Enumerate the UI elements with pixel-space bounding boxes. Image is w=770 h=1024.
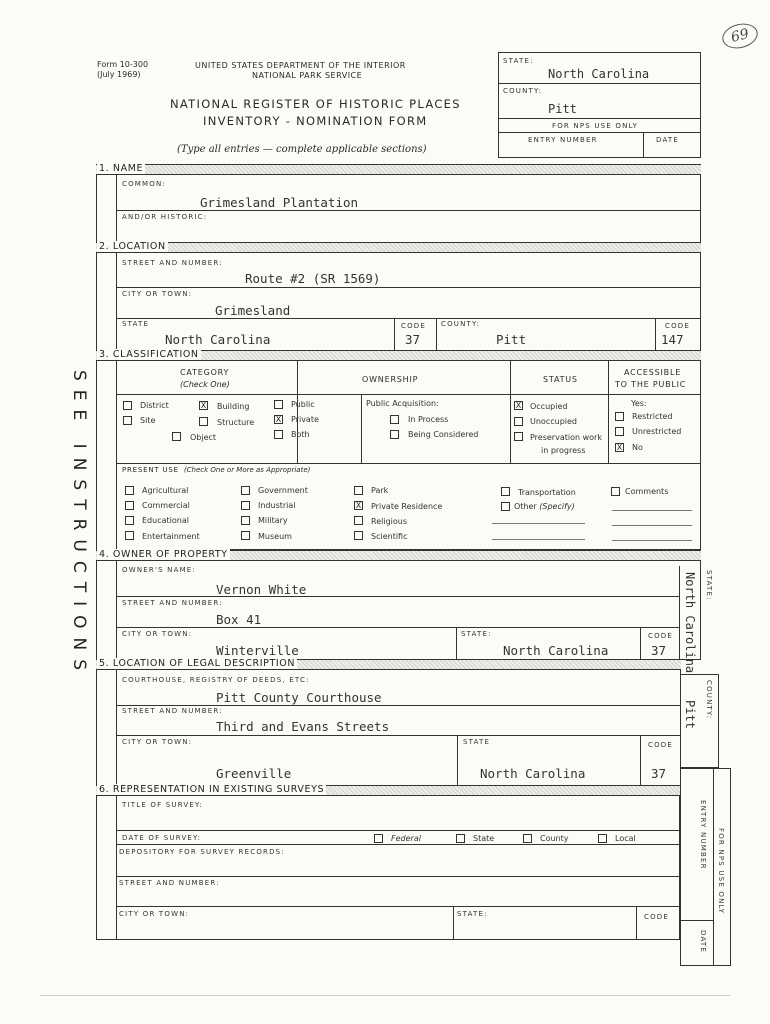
page-number (720, 20, 761, 52)
educational-label: Educational (142, 516, 189, 525)
other-checkbox[interactable] (501, 502, 510, 511)
industrial-label: Industrial (258, 501, 296, 510)
entry-number-label: ENTRY NUMBER (528, 136, 598, 144)
public-checkbox[interactable] (274, 400, 283, 409)
date-label: DATE (656, 136, 680, 144)
industrial-checkbox[interactable] (241, 501, 250, 510)
legal-state-label: STATE (463, 738, 491, 746)
unoccupied-label: Unoccupied (530, 417, 577, 426)
commercial-checkbox[interactable] (125, 501, 134, 510)
owner-street: Box 41 (216, 612, 262, 627)
present-use-label (122, 466, 310, 474)
entertainment-checkbox[interactable] (125, 531, 134, 540)
comments-checkbox[interactable] (611, 487, 620, 496)
present-use-note: (Check One or More as Appropriate) (183, 466, 311, 474)
preservation-label-1: Preservation work (530, 433, 602, 442)
top-county-label: COUNTY: (503, 87, 543, 95)
district-label: District (140, 401, 169, 410)
in-process-checkbox[interactable] (390, 415, 399, 424)
county-checkbox[interactable] (523, 834, 532, 843)
state-survey-label: State (473, 834, 495, 843)
street-label: STREET AND NUMBER: (122, 259, 223, 267)
building-checkbox[interactable]: X (200, 401, 207, 410)
section-5-heading: 5. LOCATION OF LEGAL DESCRIPTION (99, 658, 296, 669)
park-label: Park (371, 486, 389, 495)
military-label: Military (258, 516, 288, 525)
legal-street-label: STREET AND NUMBER: (122, 707, 223, 715)
owner-state: North Carolina (503, 643, 609, 658)
side-county-value: Pitt (683, 700, 697, 729)
form-title-1: NATIONAL REGISTER OF HISTORIC PLACES (170, 97, 461, 111)
owner-name-label: OWNER'S NAME: (122, 566, 196, 574)
government-checkbox[interactable] (241, 486, 250, 495)
legal-city-label: CITY OR TOWN: (122, 738, 193, 746)
legal-city-value: Greenville (216, 766, 292, 781)
department: UNITED STATES DEPARTMENT OF THE INTERIOR (195, 61, 406, 70)
scientific-label: Scientific (371, 532, 408, 541)
object-checkbox[interactable] (172, 432, 181, 441)
section-1-heading: 1. NAME (99, 163, 144, 174)
private-checkbox[interactable]: X (275, 415, 282, 424)
owner-city-label: CITY OR TOWN: (122, 630, 193, 638)
instruction: (Type all entries — complete applicable sections) (177, 144, 427, 155)
survey-code-label: CODE (644, 913, 670, 921)
owner-state-label: STATE: (461, 630, 492, 638)
occupied-checkbox[interactable]: X (515, 401, 522, 410)
owner-name: Vernon White (216, 582, 307, 597)
side-state-label: STATE: (705, 570, 713, 601)
educational-checkbox[interactable] (125, 516, 134, 525)
no-checkbox[interactable]: X (616, 443, 623, 452)
local-survey-label: Local (615, 834, 636, 843)
military-checkbox[interactable] (241, 516, 250, 525)
state-label: STATE (122, 320, 150, 328)
agricultural-checkbox[interactable] (125, 486, 134, 495)
restricted-label: Restricted (632, 412, 673, 421)
accessible-label-1: ACCESSIBLE (624, 368, 682, 377)
commercial-label: Commercial (142, 501, 190, 510)
side-county-label: COUNTY: (705, 680, 713, 720)
accessible-label-2: TO THE PUBLIC (615, 380, 687, 389)
code-label: CODE (401, 322, 427, 330)
legal-code-label: CODE (648, 741, 674, 749)
private-residence-checkbox[interactable]: X (355, 501, 362, 510)
local-checkbox[interactable] (598, 834, 607, 843)
page-number-text: 69 (729, 26, 751, 46)
side-date-label: DATE (699, 930, 707, 954)
legal-state-value: North Carolina (480, 766, 586, 781)
private-residence-label: Private Residence (371, 502, 443, 511)
being-considered-label: Being Considered (408, 430, 479, 439)
present-use-title: PRESENT USE (122, 466, 179, 474)
building-label: Building (217, 402, 250, 411)
section-3-heading: 3. CLASSIFICATION (99, 349, 199, 360)
district-checkbox[interactable] (123, 401, 132, 410)
county-survey-label: County (540, 834, 569, 843)
form-date: (July 1969) (97, 70, 141, 79)
in-process-label: In Process (408, 415, 449, 424)
see-instructions: SEE INSTRUCTIONS (69, 370, 89, 679)
transportation-label: Transportation (518, 488, 576, 497)
top-state-value: North Carolina (548, 67, 650, 81)
side-entry-label: ENTRY NUMBER (699, 800, 707, 870)
entertainment-label: Entertainment (142, 532, 200, 541)
city-label: CITY OR TOWN: (122, 290, 193, 298)
survey-city-label: CITY OR TOWN: (119, 910, 190, 918)
unoccupied-checkbox[interactable] (514, 417, 523, 426)
unrestricted-checkbox[interactable] (615, 427, 624, 436)
ownership-label: OWNERSHIP (362, 375, 419, 384)
nps-use-label: FOR NPS USE ONLY (552, 122, 639, 130)
owner-city: Winterville (216, 643, 299, 658)
private-label: Private (291, 415, 319, 424)
owner-code: 37 (651, 643, 667, 658)
occupied-label: Occupied (530, 402, 568, 411)
owner-street-label: STREET AND NUMBER: (122, 599, 223, 607)
common-label: COMMON: (122, 180, 166, 188)
form-number: Form 10-300 (97, 60, 149, 69)
city-value: Grimesland (215, 303, 291, 318)
section-6-heading: 6. REPRESENTATION IN EXISTING SURVEYS (99, 784, 325, 795)
scientific-checkbox[interactable] (354, 531, 363, 540)
historic-label: AND/OR HISTORIC: (122, 213, 208, 221)
county-code-value: 147 (661, 332, 684, 347)
section-2-heading: 2. LOCATION (99, 241, 166, 252)
structure-label: Structure (217, 418, 255, 427)
check-one: (Check One) (180, 380, 230, 389)
courthouse-value: Pitt County Courthouse (216, 690, 382, 705)
no-label: No (632, 443, 643, 452)
agricultural-label: Agricultural (142, 486, 189, 495)
common-name: Grimesland Plantation (200, 195, 359, 210)
preservation-label-2: in progress (541, 446, 586, 455)
county-code-label: CODE (665, 322, 691, 330)
site-label: Site (140, 416, 156, 425)
unrestricted-label: Unrestricted (632, 427, 682, 436)
legal-code-value: 37 (651, 766, 667, 781)
museum-label: Museum (258, 532, 292, 541)
top-county-value: Pitt (548, 102, 577, 116)
side-nps-label: FOR NPS USE ONLY (717, 828, 725, 915)
survey-date-label: DATE OF SURVEY: (122, 834, 202, 842)
form-title-2: INVENTORY - NOMINATION FORM (203, 114, 428, 128)
preservation-checkbox[interactable] (514, 432, 523, 441)
street-value: Route #2 (SR 1569) (245, 271, 381, 286)
other-label (514, 502, 575, 511)
religious-label: Religious (371, 517, 407, 526)
government-label: Government (258, 486, 308, 495)
courthouse-label: COURTHOUSE, REGISTRY OF DEEDS, ETC: (122, 676, 310, 684)
restricted-checkbox[interactable] (615, 412, 624, 421)
county-value: Pitt (496, 332, 527, 347)
category-label: CATEGORY (180, 368, 230, 377)
depository-label: DEPOSITORY FOR SURVEY RECORDS: (119, 848, 285, 856)
public-acquisition-label: Public Acquisition: (366, 399, 439, 408)
federal-checkbox[interactable] (374, 834, 383, 843)
both-label: Both (291, 430, 310, 439)
state-value: North Carolina (165, 332, 271, 347)
survey-title-label: TITLE OF SURVEY: (122, 801, 204, 809)
survey-state-label: STATE: (457, 910, 488, 918)
code-value: 37 (405, 332, 421, 347)
specify-text: (Specify) (539, 502, 575, 511)
object-label: Object (190, 433, 217, 442)
yes-label: Yes: (631, 399, 647, 408)
county-label: COUNTY: (441, 320, 481, 328)
comments-label: Comments (625, 487, 669, 496)
public-label: Public (291, 400, 315, 409)
section-1-name (96, 164, 701, 243)
top-state-label: STATE: (503, 57, 534, 65)
being-considered-checkbox[interactable] (390, 430, 399, 439)
museum-checkbox[interactable] (241, 531, 250, 540)
transportation-checkbox[interactable] (501, 487, 510, 496)
owner-code-label: CODE (648, 632, 674, 640)
site-checkbox[interactable] (123, 416, 132, 425)
legal-street-value: Third and Evans Streets (216, 719, 390, 734)
status-label: STATUS (543, 375, 578, 384)
state-checkbox[interactable] (456, 834, 465, 843)
service: NATIONAL PARK SERVICE (252, 71, 363, 80)
religious-checkbox[interactable] (354, 516, 363, 525)
survey-street-label: STREET AND NUMBER: (119, 879, 220, 887)
other-text: Other (514, 502, 537, 511)
side-state-value: North Carolina (683, 572, 697, 674)
park-checkbox[interactable] (354, 486, 363, 495)
section-4-heading: 4. OWNER OF PROPERTY (99, 549, 228, 560)
structure-checkbox[interactable] (199, 417, 208, 426)
both-checkbox[interactable] (274, 430, 283, 439)
federal-label: Federal (391, 834, 421, 843)
